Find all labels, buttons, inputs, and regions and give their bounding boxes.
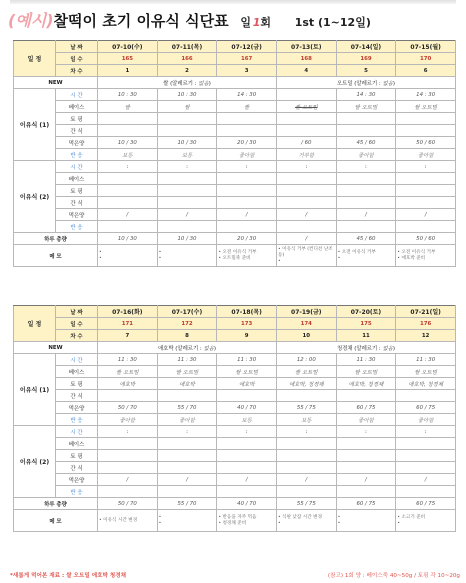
meal1-reaction-cell: 보통 — [98, 149, 158, 161]
meal1-snack-cell — [396, 390, 456, 402]
day-count-cell: 166 — [157, 53, 217, 65]
meal2-topping-cell — [217, 185, 277, 197]
new-a-suffix: ) — [208, 80, 211, 87]
new-label: NEW — [14, 342, 98, 354]
meal1-snack-cell — [217, 125, 277, 137]
memo-cell — [157, 245, 217, 267]
date-cell: 07-15(월) — [396, 41, 456, 53]
day-count-cell: 168 — [276, 53, 336, 65]
date-cell: 07-10(수) — [98, 41, 158, 53]
meal1-topping-cell: 애호박 — [217, 378, 277, 390]
meal2-base-cell — [336, 173, 396, 185]
meal1-eaten-cell: 50 / 70 — [98, 402, 158, 414]
meal2-eaten-label: 먹은양 — [56, 474, 98, 486]
memo-line: • 반응을 자주 먹음 — [218, 514, 257, 520]
meal2-reaction-cell — [396, 221, 456, 233]
meal1-reaction-cell: 좋아함 — [336, 414, 396, 426]
memo-line: • — [337, 520, 341, 526]
meal2-eaten-cell: / — [396, 474, 456, 486]
daily-total-label: 하루 총량 — [14, 233, 98, 245]
meal1-topping-label: 토 핑 — [56, 378, 98, 390]
round-cell: 1 — [98, 65, 158, 77]
meal1-snack-cell — [157, 390, 217, 402]
meal1-eaten-cell: / 60 — [276, 137, 336, 149]
meal1-eaten-cell: 10 / 30 — [157, 137, 217, 149]
meal2-reaction-cell — [98, 221, 158, 233]
meal2-eaten-label: 먹은양 — [56, 209, 98, 221]
footer-new-ingredients-label: *새롭게 먹어본 재료 : — [10, 573, 67, 579]
memo-cell — [217, 245, 277, 267]
meal2-reaction-label: 반 응 — [56, 486, 98, 498]
new-ingredient-b — [276, 77, 455, 89]
memo-cell — [98, 245, 158, 267]
memo-cell — [98, 510, 158, 532]
memo-line: • — [158, 249, 162, 255]
meal1-snack-cell — [396, 125, 456, 137]
new-ingredient-a — [98, 342, 277, 354]
meal1-eaten-cell: 60 / 75 — [396, 402, 456, 414]
meal1-base-cell: 쌀 오트밀 — [217, 366, 277, 378]
meal1-time-cell: 11 : 30 — [396, 354, 456, 366]
meal2-reaction-cell — [396, 486, 456, 498]
round-cell: 12 — [396, 330, 456, 342]
meal2-time-cell: : — [396, 426, 456, 438]
date-cell: 07-12(금) — [217, 41, 277, 53]
meal2-eaten-cell: / — [217, 474, 277, 486]
new-b-prefix: 청경채 (알레르기 : — [336, 345, 383, 352]
meal1-base-cell: 쌀 — [98, 101, 158, 113]
meal2-eaten-cell: / — [98, 474, 158, 486]
meal2-eaten-cell: / — [276, 209, 336, 221]
meal2-eaten-cell: / — [157, 209, 217, 221]
meal2-snack-cell — [217, 462, 277, 474]
memo-line: • 이유식 시간 변경 — [99, 517, 138, 523]
memo-line: • — [337, 514, 341, 520]
round-cell: 3 — [217, 65, 277, 77]
memo-label: 메 모 — [14, 510, 98, 532]
meal1-topping-cell: 애호박 — [157, 378, 217, 390]
meal1-base-cell: 쌀 오트밀 — [276, 101, 336, 113]
meal1-base-cell: 쌀 오트밀 — [336, 366, 396, 378]
round-label: 차 수 — [56, 330, 98, 342]
new-a-suffix: ) — [213, 345, 216, 352]
memo-line: • 오전 이유식 거부 — [337, 249, 376, 255]
meal2-base-cell — [157, 438, 217, 450]
meal2-eaten-cell: / — [396, 209, 456, 221]
meal1-base-cell: 쌀 오트밀 — [396, 366, 456, 378]
day-count-cell: 173 — [217, 318, 277, 330]
daily-total-cell: 55 / 75 — [276, 498, 336, 510]
round-cell: 7 — [98, 330, 158, 342]
meal1-label: 이유식 (1) — [14, 354, 56, 426]
daily-total-cell: 10 / 30 — [98, 233, 158, 245]
memo-line: • 소고기 준비 — [397, 514, 426, 520]
memo-cell — [276, 245, 336, 267]
round-cell: 8 — [157, 330, 217, 342]
round-cell: 11 — [336, 330, 396, 342]
meal2-reaction-cell — [217, 486, 277, 498]
meal2-time-cell: : — [217, 161, 277, 173]
meal2-label: 이유식 (2) — [14, 426, 56, 498]
meal2-reaction-cell — [157, 486, 217, 498]
meal2-time-cell: : — [217, 426, 277, 438]
meal2-eaten-cell: / — [98, 209, 158, 221]
meal1-eaten-cell: 45 / 60 — [336, 137, 396, 149]
footer-reference: (참고) 1회 양 : 베이스죽 40~50g / 토핑 각 10~20g — [327, 573, 460, 579]
memo-line: • 청경채 준비 — [218, 520, 247, 526]
meal1-eaten-label: 먹은양 — [56, 137, 98, 149]
new-label: NEW — [14, 77, 98, 89]
new-b-suffix: ) — [392, 345, 395, 352]
new-a-prefix: 쌀 (알레르기 : — [163, 80, 199, 87]
meal1-base-cell: 쌀 오트밀 — [396, 101, 456, 113]
meal2-snack-label: 간 식 — [56, 197, 98, 209]
meal1-reaction-label: 반 응 — [56, 149, 98, 161]
date-cell: 07-14(일) — [336, 41, 396, 53]
new-a-allergy: 없음 — [203, 345, 214, 352]
round-label: 차 수 — [56, 65, 98, 77]
meal1-reaction-cell: 보통 — [157, 149, 217, 161]
meal2-topping-cell — [217, 450, 277, 462]
meal1-reaction-cell: 좋아함 — [396, 149, 456, 161]
meal2-time-label: 시 간 — [56, 426, 98, 438]
meal1-eaten-cell: 55 / 70 — [157, 402, 217, 414]
daily-total-cell: / — [276, 233, 336, 245]
meal1-topping-cell: 애호박, 청경채 — [276, 378, 336, 390]
daily-total-label: 하루 총량 — [14, 498, 98, 510]
meal2-topping-cell — [98, 450, 158, 462]
meal1-time-cell: 14 : 30 — [336, 89, 396, 101]
memo-cell — [336, 510, 396, 532]
meal1-reaction-cell: 좋아함 — [157, 414, 217, 426]
title-main: 찰떡이 초기 이유식 식단표 — [53, 12, 229, 30]
meal2-base-cell — [396, 173, 456, 185]
meal1-label: 이유식 (1) — [14, 89, 56, 161]
meal2-snack-cell — [396, 197, 456, 209]
meal2-snack-cell — [336, 197, 396, 209]
meal1-base-cell: 쌀 — [157, 101, 217, 113]
meal2-topping-cell — [276, 185, 336, 197]
meal1-snack-cell — [276, 125, 336, 137]
meal2-base-cell — [276, 173, 336, 185]
day-count-cell: 165 — [98, 53, 158, 65]
date-cell: 07-16(화) — [98, 306, 158, 318]
memo-line: • — [397, 520, 400, 526]
daily-total-cell: 55 / 70 — [157, 498, 217, 510]
memo-cell — [396, 510, 456, 532]
round-cell: 9 — [217, 330, 277, 342]
memo-label: 메 모 — [14, 245, 98, 267]
memo-line: • 이유식 거부 (컨디션 난조 등) — [277, 246, 333, 258]
memo-line: • — [277, 520, 281, 526]
date-cell: 07-19(금) — [276, 306, 336, 318]
date-cell: 07-11(목) — [157, 41, 217, 53]
date-label: 날 짜 — [56, 306, 98, 318]
date-cell: 07-17(수) — [157, 306, 217, 318]
meal1-eaten-cell: 20 / 30 — [217, 137, 277, 149]
meal2-snack-cell — [336, 462, 396, 474]
meal2-reaction-cell — [336, 221, 396, 233]
meal1-topping-cell — [396, 113, 456, 125]
meal2-base-cell — [336, 438, 396, 450]
meal2-base-cell — [217, 173, 277, 185]
title-day-label: 일 — [240, 16, 251, 29]
meal2-reaction-cell — [276, 221, 336, 233]
round-cell: 2 — [157, 65, 217, 77]
day-count-cell: 169 — [336, 53, 396, 65]
round-cell: 5 — [336, 65, 396, 77]
meal1-snack-cell — [157, 125, 217, 137]
schedule-label: 일 정 — [14, 306, 56, 342]
meal2-topping-label: 토 핑 — [56, 185, 98, 197]
memo-line: • 오전 이유식 거부 — [218, 249, 257, 255]
meal1-reaction-cell: 거부함 — [276, 149, 336, 161]
meal2-base-cell — [396, 438, 456, 450]
meal1-topping-cell: 애호박 — [98, 378, 158, 390]
meal1-reaction-cell: 좋아함 — [396, 414, 456, 426]
week1-table — [13, 40, 456, 267]
week2-table — [13, 305, 456, 532]
day-count-cell: 171 — [98, 318, 158, 330]
meal2-snack-cell — [98, 462, 158, 474]
meal2-reaction-cell — [217, 221, 277, 233]
round-cell: 4 — [276, 65, 336, 77]
memo-cell — [157, 510, 217, 532]
meal1-snack-cell — [336, 390, 396, 402]
date-cell: 07-13(토) — [276, 41, 336, 53]
days-label: 일 수 — [56, 318, 98, 330]
top-decor-line — [10, 0, 456, 4]
daily-total-cell: 60 / 75 — [396, 498, 456, 510]
meal2-eaten-cell: / — [157, 474, 217, 486]
meal2-time-label: 시 간 — [56, 161, 98, 173]
memo-line: • — [99, 255, 102, 261]
meal2-snack-cell — [276, 197, 336, 209]
meal2-eaten-cell: / — [217, 209, 277, 221]
memo-line: • 오트밀죽 준비 — [218, 255, 251, 261]
meal1-eaten-cell: 55 / 75 — [276, 402, 336, 414]
meal1-base-label: 베이스 — [56, 366, 98, 378]
title-day-number: 1 — [252, 16, 261, 29]
meal2-topping-cell — [157, 450, 217, 462]
meal1-topping-cell: 애호박, 청경채 — [336, 378, 396, 390]
title-example-tag: (예시) — [8, 11, 54, 30]
daily-total-cell: 45 / 60 — [336, 233, 396, 245]
memo-line: • 오전 이유식 거부 — [397, 249, 436, 255]
meal2-topping-cell — [157, 185, 217, 197]
meal1-topping-label: 토 핑 — [56, 113, 98, 125]
meal2-reaction-cell — [336, 486, 396, 498]
meal1-eaten-cell: 10 / 30 — [98, 137, 158, 149]
meal2-snack-cell — [217, 197, 277, 209]
day-count-cell: 176 — [396, 318, 456, 330]
new-ingredient-b — [276, 342, 455, 354]
meal2-eaten-cell: / — [336, 209, 396, 221]
meal1-time-cell: 14 : 30 — [217, 89, 277, 101]
meal1-time-cell: 14 : 30 — [396, 89, 456, 101]
meal2-topping-cell — [336, 185, 396, 197]
meal2-time-cell: : — [276, 161, 336, 173]
meal2-time-cell: : — [336, 161, 396, 173]
meal1-eaten-cell: 50 / 60 — [396, 137, 456, 149]
meal1-base-label: 베이스 — [56, 101, 98, 113]
new-b-suffix: ) — [392, 80, 395, 87]
meal2-reaction-cell — [276, 486, 336, 498]
meal1-time-cell: 11 : 30 — [217, 354, 277, 366]
memo-cell — [217, 510, 277, 532]
meal1-base-cell: 쌀 오트밀 — [336, 101, 396, 113]
meal1-snack-label: 간 식 — [56, 390, 98, 402]
meal2-snack-cell — [276, 462, 336, 474]
day-count-cell: 167 — [217, 53, 277, 65]
round-cell: 6 — [396, 65, 456, 77]
meal2-time-cell: : — [98, 161, 158, 173]
meal2-reaction-cell — [157, 221, 217, 233]
meal1-time-label: 시 간 — [56, 354, 98, 366]
daily-total-cell: 40 / 70 — [217, 498, 277, 510]
meal1-eaten-cell: 40 / 70 — [217, 402, 277, 414]
meal1-snack-cell — [98, 125, 158, 137]
memo-cell — [276, 510, 336, 532]
daily-total-cell: 10 / 30 — [157, 233, 217, 245]
meal1-reaction-cell: 좋아함 — [98, 414, 158, 426]
meal2-time-cell: : — [98, 426, 158, 438]
day-count-cell: 170 — [396, 53, 456, 65]
memo-line: • 식판 낮잠 시간 변경 — [277, 514, 323, 520]
meal1-reaction-cell: 보통 — [276, 414, 336, 426]
meal2-time-cell: : — [157, 426, 217, 438]
meal2-topping-cell — [396, 185, 456, 197]
meal2-topping-cell — [276, 450, 336, 462]
meal1-topping-cell — [157, 113, 217, 125]
footer-note — [10, 571, 460, 579]
meal1-snack-label: 간 식 — [56, 125, 98, 137]
meal1-reaction-label: 반 응 — [56, 414, 98, 426]
new-a-allergy: 없음 — [198, 80, 209, 87]
meal1-base-cell: 쌀 — [217, 101, 277, 113]
meal2-snack-cell — [98, 197, 158, 209]
round-cell: 10 — [276, 330, 336, 342]
meal1-base-cell: 쌀 오트밀 — [157, 366, 217, 378]
meal2-snack-label: 간 식 — [56, 462, 98, 474]
meal2-reaction-cell — [98, 486, 158, 498]
meal2-time-cell: : — [336, 426, 396, 438]
memo-line: • — [158, 255, 162, 261]
page-title — [8, 8, 458, 30]
daily-total-cell: 20 / 30 — [217, 233, 277, 245]
title-hoe: 회 — [260, 16, 271, 29]
new-b-allergy: 없음 — [382, 345, 393, 352]
meal1-time-cell — [276, 89, 336, 101]
meal2-topping-cell — [98, 185, 158, 197]
meal1-topping-cell — [336, 113, 396, 125]
date-cell: 07-20(토) — [336, 306, 396, 318]
meal1-snack-cell — [217, 390, 277, 402]
memo-line: • 애호박 준비 — [397, 255, 426, 261]
meal2-eaten-cell: / — [336, 474, 396, 486]
footer-new-ingredients: 쌀 오트밀 애호박 청경채 — [66, 573, 127, 579]
new-a-prefix: 애호박 (알레르기 : — [157, 345, 204, 352]
memo-cell — [396, 245, 456, 267]
meal1-topping-cell — [276, 113, 336, 125]
meal2-snack-cell — [157, 197, 217, 209]
meal2-topping-cell — [336, 450, 396, 462]
meal2-base-cell — [276, 438, 336, 450]
meal2-time-cell: : — [157, 161, 217, 173]
meal2-snack-cell — [157, 462, 217, 474]
meal1-time-cell: 11 : 30 — [157, 354, 217, 366]
meal1-eaten-cell: 60 / 75 — [336, 402, 396, 414]
daily-total-cell: 60 / 75 — [336, 498, 396, 510]
meal1-time-cell: 11 : 30 — [98, 354, 158, 366]
day-count-cell: 174 — [276, 318, 336, 330]
meal1-reaction-cell: 보통 — [217, 414, 277, 426]
memo-line: • — [277, 258, 281, 264]
date-label: 날 짜 — [56, 41, 98, 53]
meal2-snack-cell — [396, 462, 456, 474]
meal1-time-cell: 11 : 30 — [336, 354, 396, 366]
new-ingredient-a — [98, 77, 277, 89]
day-count-cell: 172 — [157, 318, 217, 330]
memo-line: • — [99, 249, 102, 255]
meal1-snack-cell — [98, 390, 158, 402]
meal1-time-cell: 10 : 30 — [98, 89, 158, 101]
meal1-time-label: 시 간 — [56, 89, 98, 101]
meal2-topping-label: 토 핑 — [56, 450, 98, 462]
meal1-reaction-cell: 좋아함 — [336, 149, 396, 161]
meal1-time-cell: 10 : 30 — [157, 89, 217, 101]
meal1-topping-cell: 애호박, 청경채 — [396, 378, 456, 390]
meal1-topping-cell — [98, 113, 158, 125]
meal2-time-cell: : — [276, 426, 336, 438]
meal1-reaction-cell: 좋아함 — [217, 149, 277, 161]
meal1-snack-cell — [336, 125, 396, 137]
meal1-snack-cell — [276, 390, 336, 402]
meal1-topping-cell — [217, 113, 277, 125]
meal1-eaten-label: 먹은양 — [56, 402, 98, 414]
memo-line: • — [158, 520, 162, 526]
meal2-reaction-label: 반 응 — [56, 221, 98, 233]
new-b-prefix: 오트밀 (알레르기 : — [336, 80, 383, 87]
days-label: 일 수 — [56, 53, 98, 65]
meal2-label: 이유식 (2) — [14, 161, 56, 233]
memo-line: • — [337, 255, 341, 261]
meal1-base-cell: 쌀 오트밀 — [276, 366, 336, 378]
meal2-base-cell — [98, 438, 158, 450]
schedule-label: 일 정 — [14, 41, 56, 77]
meal2-base-cell — [98, 173, 158, 185]
date-cell: 07-18(목) — [217, 306, 277, 318]
title-range: 1st (1~12일) — [294, 16, 371, 29]
meal2-base-cell — [217, 438, 277, 450]
meal1-time-cell: 12 : 00 — [276, 354, 336, 366]
date-cell: 07-21(일) — [396, 306, 456, 318]
meal2-base-cell — [157, 173, 217, 185]
meal2-time-cell: : — [396, 161, 456, 173]
meal2-base-label: 베이스 — [56, 173, 98, 185]
day-count-cell: 175 — [336, 318, 396, 330]
memo-line: • — [158, 514, 162, 520]
memo-cell — [336, 245, 396, 267]
meal2-eaten-cell: / — [276, 474, 336, 486]
meal2-topping-cell — [396, 450, 456, 462]
daily-total-cell: 50 / 70 — [98, 498, 158, 510]
meal1-base-cell: 쌀 오트밀 — [98, 366, 158, 378]
daily-total-cell: 50 / 60 — [396, 233, 456, 245]
new-b-allergy: 없음 — [382, 80, 393, 87]
meal2-base-label: 베이스 — [56, 438, 98, 450]
